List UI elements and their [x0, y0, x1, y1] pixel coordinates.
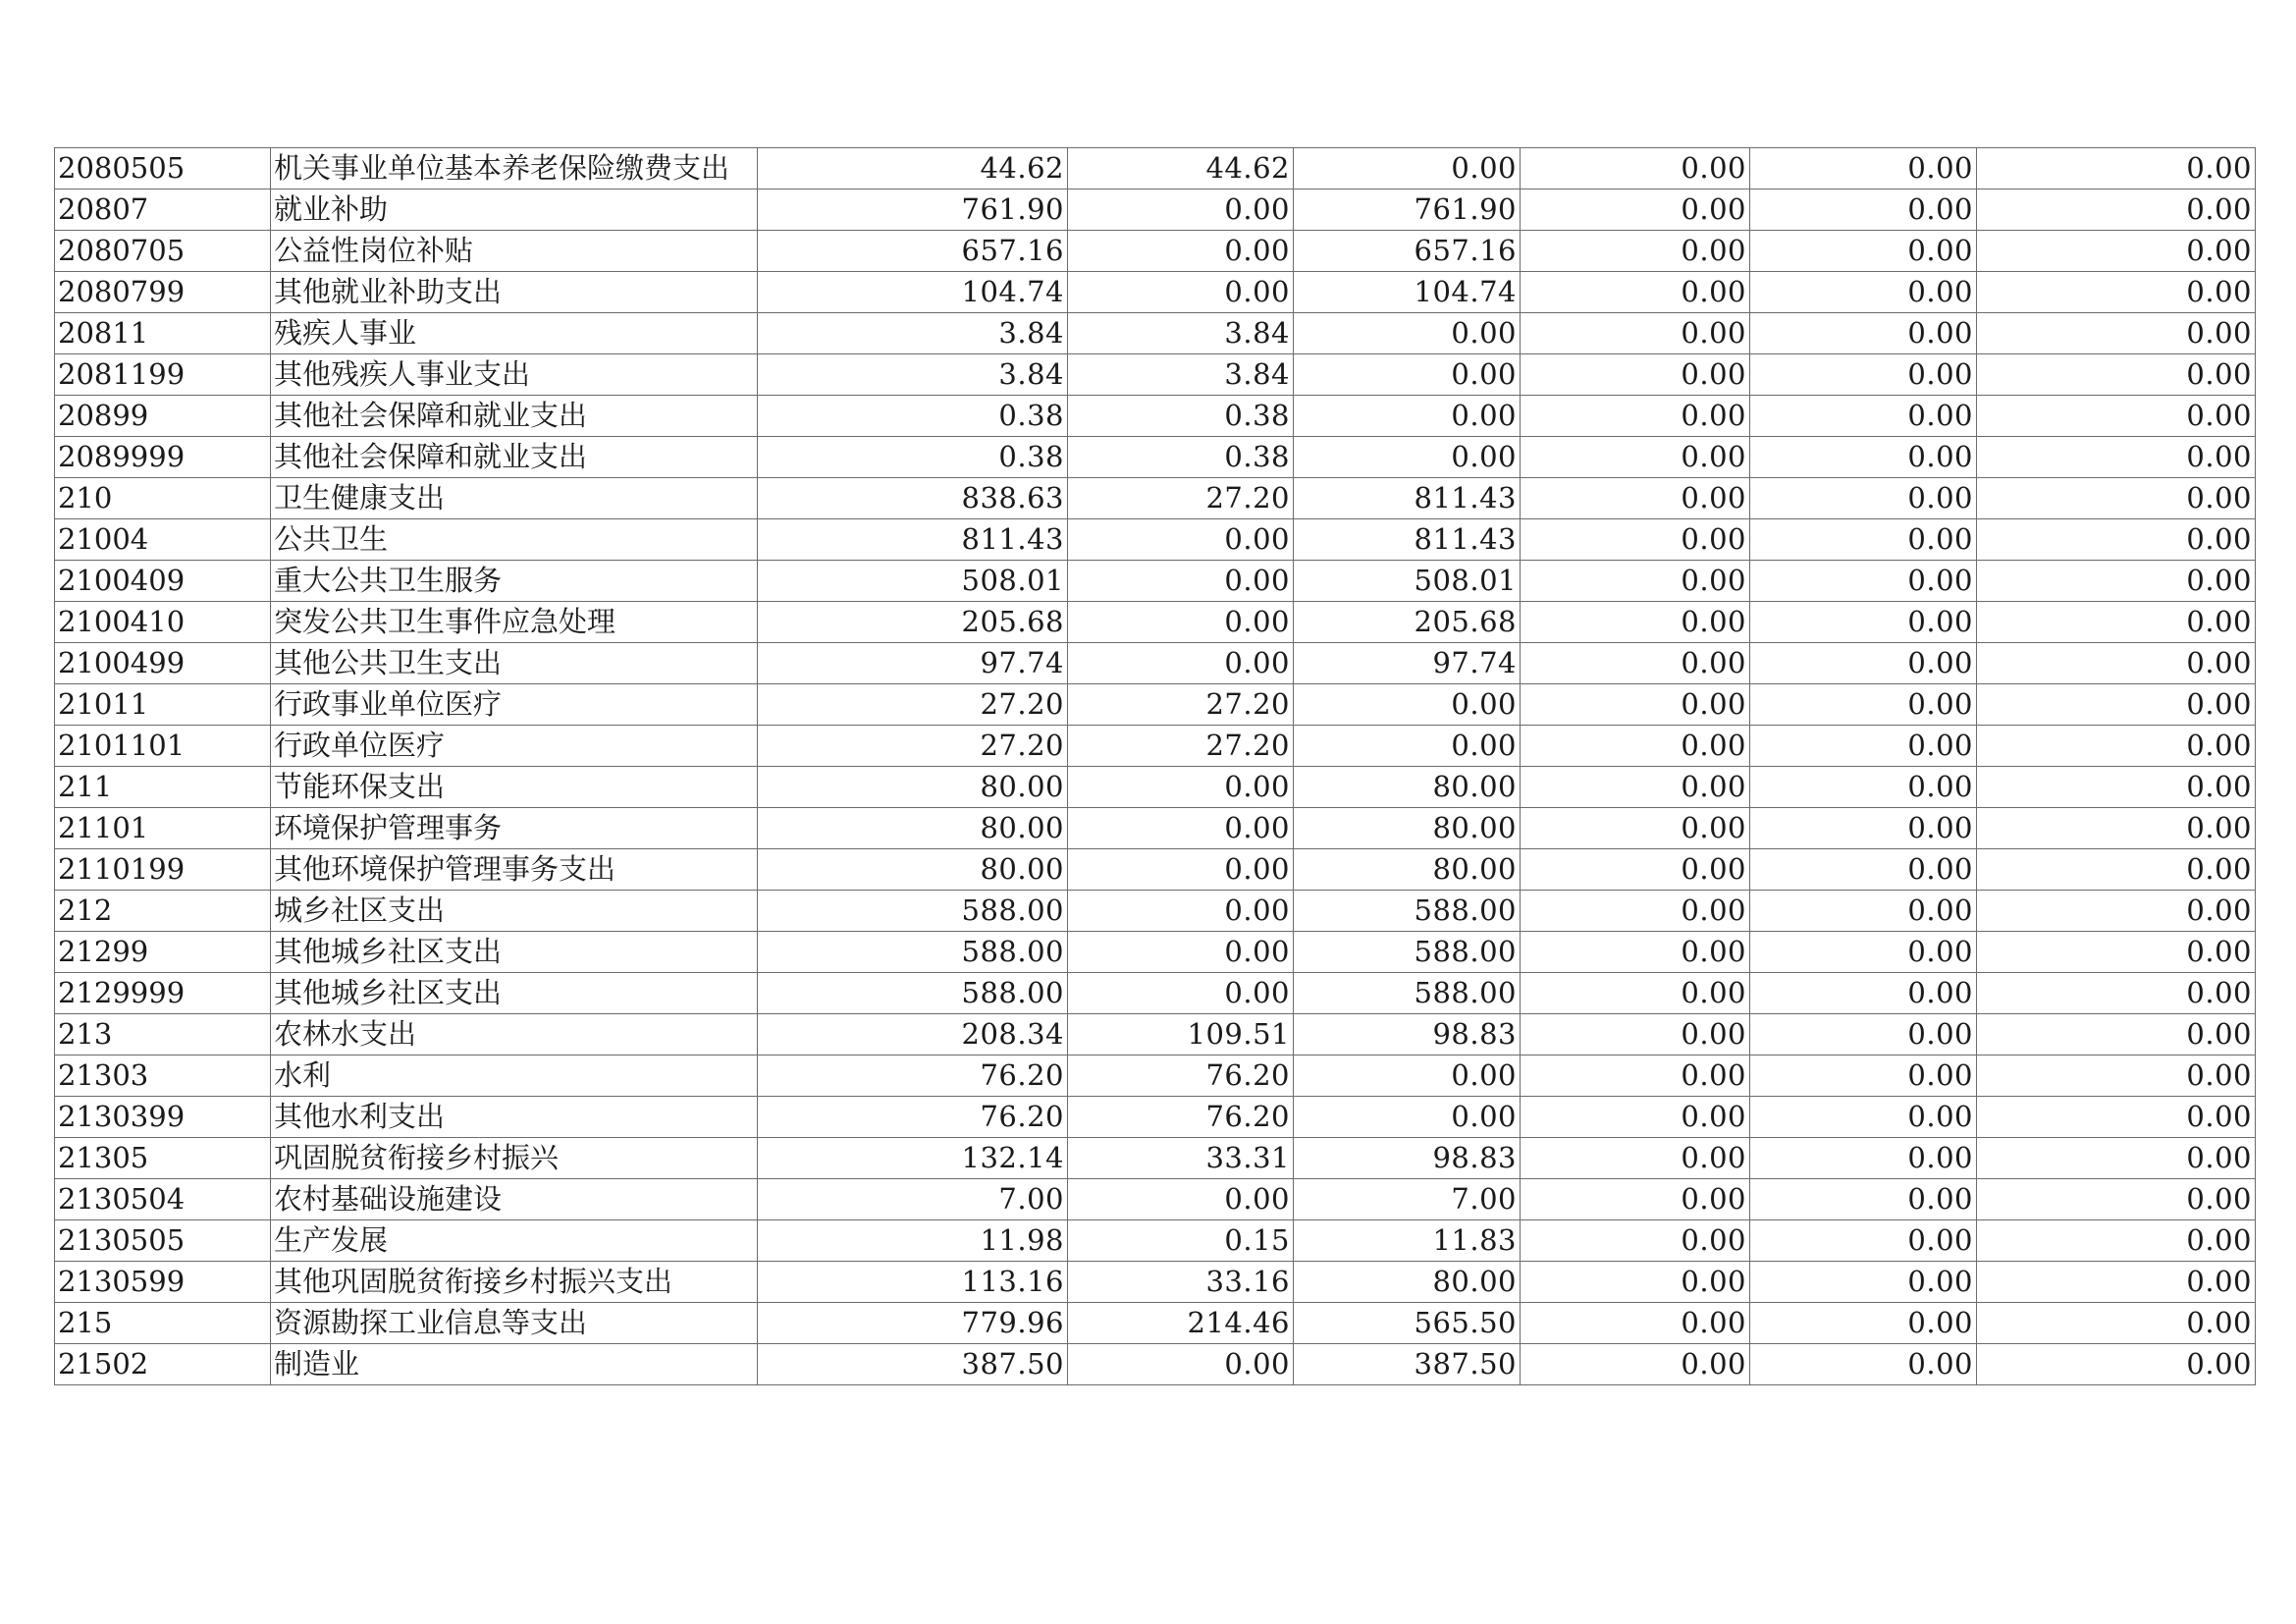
subject-name-cell: 水利 — [271, 1056, 758, 1097]
amount-cell: 80.00 — [1294, 808, 1521, 849]
amount-cell: 0.00 — [1068, 891, 1294, 932]
subject-code-cell: 2080705 — [55, 231, 271, 272]
amount-cell: 387.50 — [1294, 1344, 1521, 1385]
amount-cell: 0.00 — [1521, 313, 1750, 354]
subject-name-cell: 公共卫生 — [271, 519, 758, 561]
amount-cell: 0.00 — [1521, 437, 1750, 478]
table-row — [55, 891, 2256, 932]
amount-cell: 80.00 — [758, 767, 1068, 808]
table-row — [55, 313, 2256, 354]
amount-cell: 0.00 — [1521, 684, 1750, 726]
amount-cell: 0.00 — [1750, 1056, 1977, 1097]
amount-cell: 7.00 — [1294, 1179, 1521, 1220]
subject-code-cell: 2130504 — [55, 1179, 271, 1220]
subject-name-cell: 巩固脱贫衔接乡村振兴 — [271, 1138, 758, 1179]
amount-cell: 44.62 — [758, 148, 1068, 189]
subject-name-cell: 其他城乡社区支出 — [271, 973, 758, 1014]
amount-cell: 779.96 — [758, 1303, 1068, 1344]
amount-cell: 0.00 — [1977, 1014, 2256, 1056]
amount-cell: 811.43 — [1294, 519, 1521, 561]
subject-code-cell: 212 — [55, 891, 271, 932]
amount-cell: 0.00 — [1068, 973, 1294, 1014]
amount-cell: 0.00 — [1521, 396, 1750, 437]
amount-cell: 0.00 — [1521, 1056, 1750, 1097]
amount-cell: 0.00 — [1750, 849, 1977, 891]
table-row — [55, 437, 2256, 478]
amount-cell: 214.46 — [1068, 1303, 1294, 1344]
subject-name-cell: 其他环境保护管理事务支出 — [271, 849, 758, 891]
amount-cell: 0.00 — [1750, 1014, 1977, 1056]
amount-cell: 80.00 — [1294, 849, 1521, 891]
amount-cell: 11.83 — [1294, 1220, 1521, 1262]
subject-code-cell: 2130505 — [55, 1220, 271, 1262]
amount-cell: 80.00 — [758, 808, 1068, 849]
subject-code-cell: 2089999 — [55, 437, 271, 478]
table-row — [55, 1138, 2256, 1179]
amount-cell: 0.00 — [1521, 726, 1750, 767]
subject-name-cell: 城乡社区支出 — [271, 891, 758, 932]
table-row — [55, 189, 2256, 231]
amount-cell: 0.00 — [1977, 231, 2256, 272]
amount-cell: 0.00 — [1521, 1220, 1750, 1262]
amount-cell: 0.38 — [1068, 437, 1294, 478]
amount-cell: 0.00 — [1750, 231, 1977, 272]
amount-cell: 80.00 — [758, 849, 1068, 891]
amount-cell: 0.00 — [1294, 1097, 1521, 1138]
amount-cell: 0.00 — [1294, 148, 1521, 189]
amount-cell: 98.83 — [1294, 1138, 1521, 1179]
amount-cell: 113.16 — [758, 1262, 1068, 1303]
amount-cell: 104.74 — [758, 272, 1068, 313]
amount-cell: 588.00 — [758, 932, 1068, 973]
amount-cell: 588.00 — [1294, 973, 1521, 1014]
amount-cell: 80.00 — [1294, 767, 1521, 808]
amount-cell: 0.00 — [1977, 272, 2256, 313]
subject-code-cell: 2100409 — [55, 561, 271, 602]
amount-cell: 0.00 — [1521, 602, 1750, 643]
amount-cell: 0.00 — [1521, 1344, 1750, 1385]
amount-cell: 0.00 — [1977, 1220, 2256, 1262]
amount-cell: 0.00 — [1068, 849, 1294, 891]
amount-cell: 0.00 — [1750, 148, 1977, 189]
amount-cell: 7.00 — [758, 1179, 1068, 1220]
amount-cell: 0.00 — [1521, 643, 1750, 684]
table-row — [55, 643, 2256, 684]
amount-cell: 0.00 — [1294, 726, 1521, 767]
amount-cell: 80.00 — [1294, 1262, 1521, 1303]
amount-cell: 0.00 — [1977, 396, 2256, 437]
amount-cell: 3.84 — [758, 354, 1068, 396]
amount-cell: 76.20 — [1068, 1097, 1294, 1138]
amount-cell: 588.00 — [1294, 932, 1521, 973]
amount-cell: 0.00 — [1521, 808, 1750, 849]
amount-cell: 0.00 — [1750, 1179, 1977, 1220]
amount-cell: 0.00 — [1521, 272, 1750, 313]
table-row — [55, 1056, 2256, 1097]
subject-code-cell: 21004 — [55, 519, 271, 561]
amount-cell: 508.01 — [758, 561, 1068, 602]
amount-cell: 0.00 — [1977, 973, 2256, 1014]
amount-cell: 0.00 — [1977, 643, 2256, 684]
table-row — [55, 1097, 2256, 1138]
table-row — [55, 1344, 2256, 1385]
amount-cell: 0.00 — [1521, 478, 1750, 519]
subject-name-cell: 残疾人事业 — [271, 313, 758, 354]
amount-cell: 0.00 — [1521, 1303, 1750, 1344]
table-row — [55, 272, 2256, 313]
amount-cell: 0.00 — [1521, 189, 1750, 231]
amount-cell: 0.00 — [1068, 602, 1294, 643]
amount-cell: 0.00 — [1521, 561, 1750, 602]
amount-cell: 0.38 — [758, 396, 1068, 437]
amount-cell: 0.00 — [1750, 1138, 1977, 1179]
amount-cell: 0.00 — [1977, 1138, 2256, 1179]
subject-code-cell: 20807 — [55, 189, 271, 231]
subject-code-cell: 2110199 — [55, 849, 271, 891]
amount-cell: 588.00 — [758, 973, 1068, 1014]
amount-cell: 0.00 — [1068, 272, 1294, 313]
amount-cell: 0.00 — [1068, 189, 1294, 231]
amount-cell: 0.00 — [1977, 561, 2256, 602]
amount-cell: 657.16 — [758, 231, 1068, 272]
amount-cell: 98.83 — [1294, 1014, 1521, 1056]
subject-name-cell: 其他社会保障和就业支出 — [271, 396, 758, 437]
subject-name-cell: 农林水支出 — [271, 1014, 758, 1056]
subject-name-cell: 其他城乡社区支出 — [271, 932, 758, 973]
table-row — [55, 354, 2256, 396]
table-row — [55, 849, 2256, 891]
amount-cell: 27.20 — [1068, 726, 1294, 767]
amount-cell: 0.00 — [1750, 1220, 1977, 1262]
subject-name-cell: 突发公共卫生事件应急处理 — [271, 602, 758, 643]
subject-code-cell: 2080799 — [55, 272, 271, 313]
amount-cell: 0.00 — [1068, 231, 1294, 272]
table-row — [55, 1303, 2256, 1344]
table-row — [55, 231, 2256, 272]
amount-cell: 0.00 — [1294, 313, 1521, 354]
amount-cell: 33.31 — [1068, 1138, 1294, 1179]
amount-cell: 508.01 — [1294, 561, 1521, 602]
table-row — [55, 602, 2256, 643]
amount-cell: 588.00 — [1294, 891, 1521, 932]
amount-cell: 27.20 — [1068, 478, 1294, 519]
subject-code-cell: 21305 — [55, 1138, 271, 1179]
amount-cell: 0.00 — [1750, 767, 1977, 808]
amount-cell: 27.20 — [758, 684, 1068, 726]
table-row — [55, 767, 2256, 808]
subject-name-cell: 其他社会保障和就业支出 — [271, 437, 758, 478]
amount-cell: 205.68 — [1294, 602, 1521, 643]
amount-cell: 0.00 — [1977, 354, 2256, 396]
subject-name-cell: 其他公共卫生支出 — [271, 643, 758, 684]
amount-cell: 27.20 — [1068, 684, 1294, 726]
amount-cell: 44.62 — [1068, 148, 1294, 189]
subject-name-cell: 制造业 — [271, 1344, 758, 1385]
amount-cell: 0.00 — [1294, 1056, 1521, 1097]
subject-code-cell: 2081199 — [55, 354, 271, 396]
amount-cell: 0.00 — [1977, 767, 2256, 808]
amount-cell: 0.00 — [1977, 891, 2256, 932]
amount-cell: 0.00 — [1750, 1097, 1977, 1138]
subject-name-cell: 机关事业单位基本养老保险缴费支出 — [271, 148, 758, 189]
subject-code-cell: 21502 — [55, 1344, 271, 1385]
amount-cell: 0.38 — [758, 437, 1068, 478]
amount-cell: 0.00 — [1750, 726, 1977, 767]
subject-code-cell: 215 — [55, 1303, 271, 1344]
subject-name-cell: 资源勘探工业信息等支出 — [271, 1303, 758, 1344]
subject-code-cell: 210 — [55, 478, 271, 519]
subject-code-cell: 21011 — [55, 684, 271, 726]
amount-cell: 657.16 — [1294, 231, 1521, 272]
amount-cell: 0.15 — [1068, 1220, 1294, 1262]
amount-cell: 0.00 — [1750, 272, 1977, 313]
table-row — [55, 1220, 2256, 1262]
subject-code-cell: 2130399 — [55, 1097, 271, 1138]
amount-cell: 0.00 — [1750, 1262, 1977, 1303]
amount-cell: 0.00 — [1977, 684, 2256, 726]
amount-cell: 0.00 — [1750, 396, 1977, 437]
amount-cell: 0.00 — [1750, 973, 1977, 1014]
amount-cell: 0.00 — [1750, 189, 1977, 231]
amount-cell: 811.43 — [1294, 478, 1521, 519]
amount-cell: 0.00 — [1521, 519, 1750, 561]
subject-code-cell: 2130599 — [55, 1262, 271, 1303]
amount-cell: 27.20 — [758, 726, 1068, 767]
amount-cell: 0.00 — [1750, 891, 1977, 932]
amount-cell: 0.00 — [1750, 519, 1977, 561]
amount-cell: 0.00 — [1750, 437, 1977, 478]
table-row — [55, 561, 2256, 602]
amount-cell: 0.00 — [1750, 643, 1977, 684]
subject-code-cell: 2101101 — [55, 726, 271, 767]
amount-cell: 0.00 — [1294, 396, 1521, 437]
subject-name-cell: 重大公共卫生服务 — [271, 561, 758, 602]
subject-name-cell: 其他残疾人事业支出 — [271, 354, 758, 396]
subject-code-cell: 20811 — [55, 313, 271, 354]
amount-cell: 0.38 — [1068, 396, 1294, 437]
amount-cell: 0.00 — [1521, 767, 1750, 808]
amount-cell: 0.00 — [1977, 437, 2256, 478]
amount-cell: 0.00 — [1521, 1097, 1750, 1138]
amount-cell: 104.74 — [1294, 272, 1521, 313]
amount-cell: 0.00 — [1521, 354, 1750, 396]
amount-cell: 761.90 — [758, 189, 1068, 231]
amount-cell: 132.14 — [758, 1138, 1068, 1179]
table-row — [55, 808, 2256, 849]
amount-cell: 0.00 — [1521, 891, 1750, 932]
amount-cell: 0.00 — [1521, 973, 1750, 1014]
amount-cell: 0.00 — [1521, 148, 1750, 189]
amount-cell: 0.00 — [1977, 808, 2256, 849]
amount-cell: 3.84 — [1068, 313, 1294, 354]
budget-table — [54, 147, 2256, 1385]
subject-name-cell: 行政事业单位医疗 — [271, 684, 758, 726]
amount-cell: 0.00 — [1750, 932, 1977, 973]
amount-cell: 588.00 — [758, 891, 1068, 932]
amount-cell: 0.00 — [1977, 1344, 2256, 1385]
amount-cell: 0.00 — [1977, 1097, 2256, 1138]
amount-cell: 0.00 — [1977, 148, 2256, 189]
subject-code-cell: 21299 — [55, 932, 271, 973]
amount-cell: 0.00 — [1521, 231, 1750, 272]
amount-cell: 0.00 — [1977, 726, 2256, 767]
subject-name-cell: 农村基础设施建设 — [271, 1179, 758, 1220]
amount-cell: 0.00 — [1068, 808, 1294, 849]
table-body — [55, 148, 2256, 1385]
amount-cell: 0.00 — [1294, 684, 1521, 726]
amount-cell: 0.00 — [1750, 1303, 1977, 1344]
amount-cell: 0.00 — [1068, 519, 1294, 561]
amount-cell: 208.34 — [758, 1014, 1068, 1056]
amount-cell: 0.00 — [1977, 849, 2256, 891]
amount-cell: 0.00 — [1068, 767, 1294, 808]
amount-cell: 0.00 — [1294, 354, 1521, 396]
subject-code-cell: 211 — [55, 767, 271, 808]
amount-cell: 0.00 — [1977, 478, 2256, 519]
amount-cell: 811.43 — [758, 519, 1068, 561]
amount-cell: 3.84 — [758, 313, 1068, 354]
subject-name-cell: 生产发展 — [271, 1220, 758, 1262]
amount-cell: 0.00 — [1068, 1179, 1294, 1220]
amount-cell: 0.00 — [1750, 478, 1977, 519]
subject-code-cell: 21303 — [55, 1056, 271, 1097]
table-row — [55, 973, 2256, 1014]
amount-cell: 0.00 — [1521, 1014, 1750, 1056]
amount-cell: 3.84 — [1068, 354, 1294, 396]
amount-cell: 205.68 — [758, 602, 1068, 643]
amount-cell: 0.00 — [1977, 313, 2256, 354]
subject-code-cell: 2080505 — [55, 148, 271, 189]
table-row — [55, 726, 2256, 767]
amount-cell: 0.00 — [1521, 932, 1750, 973]
amount-cell: 0.00 — [1977, 1179, 2256, 1220]
amount-cell: 0.00 — [1977, 932, 2256, 973]
table-row — [55, 932, 2256, 973]
amount-cell: 0.00 — [1068, 561, 1294, 602]
subject-name-cell: 就业补助 — [271, 189, 758, 231]
subject-code-cell: 213 — [55, 1014, 271, 1056]
amount-cell: 838.63 — [758, 478, 1068, 519]
subject-name-cell: 卫生健康支出 — [271, 478, 758, 519]
table-row — [55, 396, 2256, 437]
amount-cell: 0.00 — [1977, 1303, 2256, 1344]
table-row — [55, 519, 2256, 561]
amount-cell: 0.00 — [1977, 1056, 2256, 1097]
amount-cell: 0.00 — [1750, 354, 1977, 396]
amount-cell: 0.00 — [1750, 1344, 1977, 1385]
subject-code-cell: 20899 — [55, 396, 271, 437]
amount-cell: 33.16 — [1068, 1262, 1294, 1303]
amount-cell: 0.00 — [1750, 684, 1977, 726]
amount-cell: 0.00 — [1977, 1262, 2256, 1303]
amount-cell: 0.00 — [1750, 561, 1977, 602]
amount-cell: 76.20 — [758, 1056, 1068, 1097]
subject-code-cell: 2129999 — [55, 973, 271, 1014]
amount-cell: 0.00 — [1521, 1138, 1750, 1179]
amount-cell: 565.50 — [1294, 1303, 1521, 1344]
subject-name-cell: 行政单位医疗 — [271, 726, 758, 767]
table-row — [55, 1262, 2256, 1303]
subject-code-cell: 21101 — [55, 808, 271, 849]
amount-cell: 109.51 — [1068, 1014, 1294, 1056]
subject-name-cell: 其他就业补助支出 — [271, 272, 758, 313]
subject-name-cell: 环境保护管理事务 — [271, 808, 758, 849]
subject-name-cell: 节能环保支出 — [271, 767, 758, 808]
subject-code-cell: 2100410 — [55, 602, 271, 643]
amount-cell: 0.00 — [1977, 602, 2256, 643]
table-row — [55, 684, 2256, 726]
table-row — [55, 1014, 2256, 1056]
table-row — [55, 148, 2256, 189]
subject-name-cell: 其他巩固脱贫衔接乡村振兴支出 — [271, 1262, 758, 1303]
amount-cell: 0.00 — [1068, 643, 1294, 684]
amount-cell: 387.50 — [758, 1344, 1068, 1385]
amount-cell: 0.00 — [1068, 1344, 1294, 1385]
amount-cell: 761.90 — [1294, 189, 1521, 231]
amount-cell: 11.98 — [758, 1220, 1068, 1262]
subject-name-cell: 公益性岗位补贴 — [271, 231, 758, 272]
amount-cell: 0.00 — [1521, 1262, 1750, 1303]
amount-cell: 0.00 — [1977, 519, 2256, 561]
amount-cell: 0.00 — [1521, 1179, 1750, 1220]
amount-cell: 0.00 — [1068, 932, 1294, 973]
amount-cell: 0.00 — [1750, 808, 1977, 849]
amount-cell: 97.74 — [1294, 643, 1521, 684]
subject-code-cell: 2100499 — [55, 643, 271, 684]
subject-name-cell: 其他水利支出 — [271, 1097, 758, 1138]
amount-cell: 0.00 — [1750, 313, 1977, 354]
amount-cell: 97.74 — [758, 643, 1068, 684]
amount-cell: 76.20 — [758, 1097, 1068, 1138]
table-row — [55, 478, 2256, 519]
amount-cell: 0.00 — [1977, 189, 2256, 231]
amount-cell: 76.20 — [1068, 1056, 1294, 1097]
amount-cell: 0.00 — [1521, 849, 1750, 891]
table-row — [55, 1179, 2256, 1220]
amount-cell: 0.00 — [1294, 437, 1521, 478]
amount-cell: 0.00 — [1750, 602, 1977, 643]
